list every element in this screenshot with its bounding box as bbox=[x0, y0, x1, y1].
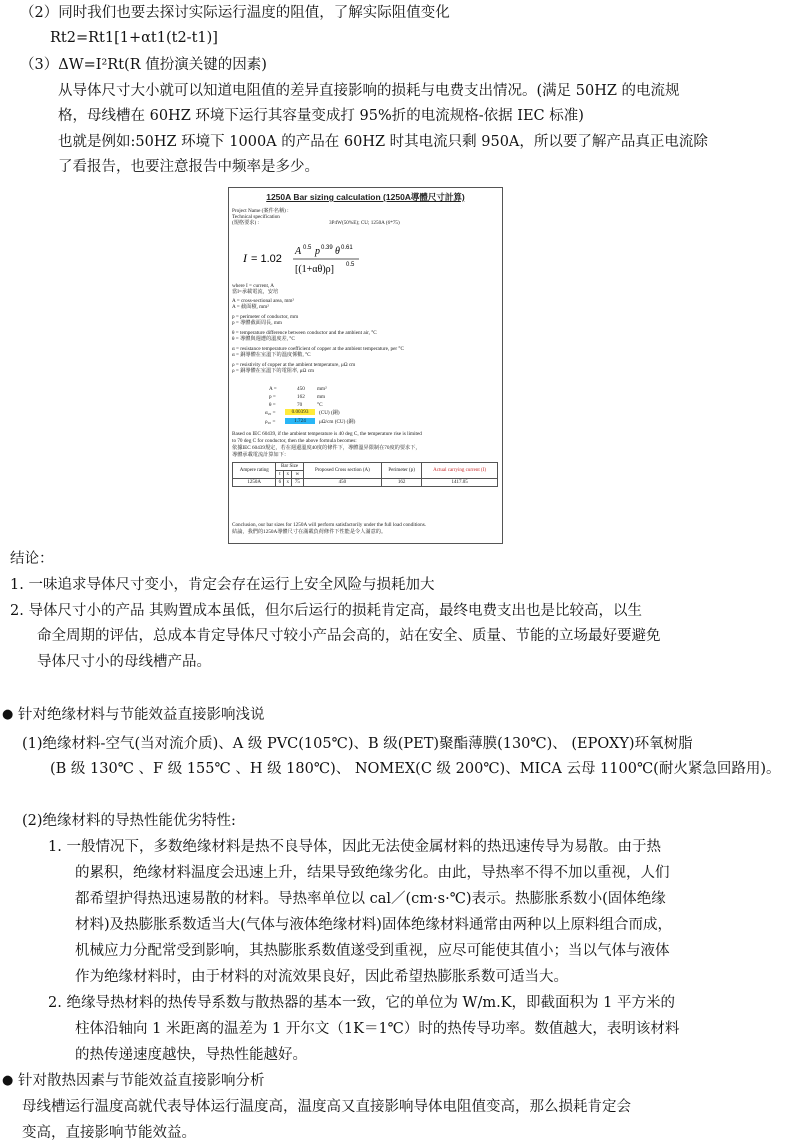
svg-text:0.61: 0.61 bbox=[341, 245, 353, 251]
based-on-line-4: 導體承載電流計算如下： bbox=[232, 452, 290, 458]
param-alpha-unit: (CU) (銅) bbox=[319, 410, 340, 416]
insulation-p2-item1-line-2: 的累积，绝缘材料温度会迅速上升，结果导致绝缘劣化。由此，导热率不得不加以重视，人们 bbox=[75, 865, 670, 881]
param-theta-unit: °C bbox=[317, 402, 323, 408]
param-rho-label: ρ₂₀ = bbox=[265, 419, 276, 425]
param-a-unit: mm² bbox=[317, 386, 327, 392]
cooling-line-1: 母线槽运行温度高就代表导体运行温度高，温度高又直接影响导体电阻值变高，那么损耗肯定会 bbox=[22, 1099, 631, 1115]
insulation-p2-item1-line-6: 作为绝缘材料时，由于材料的对流效果良好，因此希望热膨胀系数可适当大。 bbox=[75, 969, 568, 985]
table-header-row bbox=[233, 463, 498, 471]
param-p-unit: mm bbox=[317, 394, 326, 400]
table-row bbox=[233, 479, 498, 487]
area-definition: A = cross-sectional area, mm² bbox=[232, 298, 294, 304]
insulation-p2-item1-line-4: 材料)及热膨胀系数适当大(气体与液体绝缘材料)固体绝缘材料通常由两种以上原料组合而成， bbox=[75, 917, 672, 933]
perimeter-definition-cn: p = 導體截面周長, mm bbox=[232, 320, 282, 326]
conclusion-item-2-line-2: 命全周期的评估，总成本肯定导体尺寸较小产品会高的，站在安全、质量、节能的立场最好要避免 bbox=[37, 628, 661, 644]
header-t: t bbox=[276, 471, 284, 479]
header-perimeter: Perimeter (p) bbox=[382, 463, 422, 479]
figure-title: 1250A Bar sizing calculation (1250A導體尺寸計算) bbox=[266, 192, 465, 202]
insulation-p2-item1-line-1: 1. 一般情况下，多数绝缘材料是热不良导体，因此无法使金属材料的热迅速传导为易散。由于热 bbox=[48, 839, 661, 855]
svg-text:0.39: 0.39 bbox=[321, 245, 333, 251]
where-current-cn: 當I=承載電流，安培 bbox=[232, 289, 279, 295]
svg-text:[(1+αθ)ρ]: [(1+αθ)ρ] bbox=[295, 264, 334, 275]
insulation-p1-line-1: (1)绝缘材料-空气(当对流介质)、A 级 PVC(105℃)、B 级(PET)聚酯薄膜(130℃)、 (EPOXY)环氧树脂 bbox=[22, 736, 693, 752]
param-a-value: 450 bbox=[297, 386, 305, 392]
cell-perimeter: 162 bbox=[382, 479, 422, 487]
bullet-icon: ● bbox=[2, 1073, 14, 1088]
header-x: x bbox=[284, 471, 292, 479]
paragraph-2-line-1: 也就是例如:50HZ 环境下 1000A 的产品在 60HZ 时其电流只剩 950A，所以要了解产品真正电流除 bbox=[58, 134, 708, 150]
paragraph-2-line-2: 了看报告，也要注意报告中频率是多少。 bbox=[58, 159, 319, 175]
insulation-p2-item2-line-2: 柱体沿轴向 1 米距离的温差为 1 开尔文（1K＝1℃）时的热传导功率。数值越大，表明该材料 bbox=[75, 1021, 680, 1037]
conclusion-item-2-line-1: 2. 导体尺寸小的产品 其购置成本虽低，但尔后运行的损耗肯定高，最终电费支出也是比较高，以生 bbox=[10, 603, 643, 619]
conclusion-heading: 结论： bbox=[10, 551, 54, 567]
cell-x: x bbox=[284, 479, 292, 487]
tech-spec-label: Technical specification bbox=[232, 214, 280, 220]
based-on-line-2: to 70 deg C for conductor, then the above formula becomes: bbox=[232, 438, 357, 444]
svg-text:0.5: 0.5 bbox=[303, 245, 312, 251]
param-alpha-label: α₂₀ = bbox=[265, 410, 276, 416]
insulation-heading: 针对绝缘材料与节能效益直接影响浅说 bbox=[18, 707, 265, 723]
item-3-text: （3）ΔW=I²Rt(R 值扮演关键的因素) bbox=[20, 57, 267, 73]
alpha-definition-cn: α = 銅導體在室溫下的溫度係數, °C bbox=[232, 352, 311, 358]
theta-definition-cn: θ = 導體與週遭的溫度差, °C bbox=[232, 336, 295, 342]
where-current: where I = current, A bbox=[232, 283, 274, 289]
area-definition-cn: A = 截面積, mm² bbox=[232, 304, 269, 310]
cell-actual-current: 1417.05 bbox=[422, 479, 498, 487]
header-cross-section: Proposed Cross section (A) bbox=[303, 463, 381, 479]
svg-text:p: p bbox=[315, 246, 320, 257]
conclusion-item-2-line-3: 导体尺寸小的母线槽产品。 bbox=[37, 654, 211, 670]
perimeter-definition: p = perimeter of conductor, mm bbox=[232, 314, 299, 320]
insulation-p2-item2-line-1: 2. 绝缘导热材料的热传导系数与散热器的基本一致，它的单位为 W/m.K，即截面积为 1 平方米的 bbox=[48, 995, 675, 1011]
theta-definition: θ = temperature difference between conductor and the ambient air, °C bbox=[232, 330, 377, 336]
svg-text:θ: θ bbox=[335, 246, 340, 257]
param-rho-unit: μΩ/cm (CU) (銅) bbox=[319, 419, 356, 425]
bar-sizing-calculation-figure bbox=[228, 187, 503, 544]
formula-rt2: Rt2=Rt1[1+αt1(t2-t1)] bbox=[50, 30, 218, 46]
cell-w: 75 bbox=[292, 479, 304, 487]
insulation-p1-line-2: (B 级 130℃ 、F 级 155℃ 、H 级 180℃)、 NOMEX(C 级 200℃)、MICA 云母 1100℃(耐火紧急回路用)。 bbox=[50, 761, 781, 777]
param-p-label: p = bbox=[269, 394, 276, 400]
current-formula bbox=[243, 240, 403, 280]
conclusion-item-1: 1. 一味追求导体尺寸变小，肯定会存在运行上安全风险与损耗加大 bbox=[10, 577, 435, 593]
param-p-value: 162 bbox=[297, 394, 305, 400]
tech-spec-label-cn: (規格要求) : bbox=[232, 220, 259, 226]
header-ampere: Ampere rating bbox=[233, 463, 276, 479]
figure-conclusion-en: Conclusion, our bar sizes for 1250A will perform satisfactorily under the full load conditions. bbox=[232, 522, 427, 528]
based-on-line-3: 依據IEC 60439規定，若在週邊溫度40度的條件下，導體溫昇限制在70度的要求下， bbox=[232, 445, 421, 451]
param-theta-label: θ = bbox=[269, 402, 276, 408]
svg-text:= 1.02: = 1.02 bbox=[251, 253, 282, 265]
alpha-definition: α = resistance temperature coefficient of copper at the ambient temperature, per °C bbox=[232, 346, 404, 352]
rho-definition: ρ = resistivity of copper at the ambient temperature, μΩ cm bbox=[232, 362, 356, 368]
svg-text:0.5: 0.5 bbox=[346, 262, 355, 268]
header-actual-current: Actual carrying current (I) bbox=[422, 463, 498, 479]
param-rho-value: 1.724 bbox=[285, 418, 315, 424]
insulation-p2-item2-line-3: 的热传递速度越快，导热性能越好。 bbox=[75, 1047, 307, 1063]
paragraph-1-line-2: 格，母线槽在 60HZ 环境下运行其容量变成打 95%折的电流规格-依据 IEC 标准) bbox=[58, 108, 584, 124]
cell-cross-section: 450 bbox=[303, 479, 381, 487]
header-bar-size: Bar Size bbox=[276, 463, 303, 471]
insulation-p2-heading: (2)绝缘材料的导热性能优劣特性: bbox=[22, 813, 236, 829]
param-theta-value: 70 bbox=[297, 402, 303, 408]
svg-text:A: A bbox=[295, 246, 302, 257]
cell-t: 6 bbox=[276, 479, 284, 487]
param-alpha-value: 0.00393 bbox=[285, 409, 315, 415]
insulation-p2-item1-line-3: 都希望护得热迅速易散的材料。导热率单位以 cal／(cm·s·℃)表示。热膨胀系数小(固体绝缘 bbox=[75, 891, 666, 907]
project-name-label: Project Name (案件名稱) : bbox=[232, 208, 289, 214]
item-2-text: （2）同时我们也要去探讨实际运行温度的阻值，了解实际阻值变化 bbox=[20, 5, 450, 21]
bullet-icon: ● bbox=[2, 707, 14, 722]
figure-conclusion-cn: 結論，我們的1250A導體尺寸在滿載負荷條件下性能是令人滿意的。 bbox=[232, 529, 387, 535]
param-a-label: A = bbox=[269, 386, 277, 392]
svg-text:I: I bbox=[243, 251, 247, 265]
cooling-heading: 针对散热因素与节能效益直接影响分析 bbox=[18, 1073, 265, 1089]
ampere-table bbox=[232, 462, 498, 487]
insulation-p2-item1-line-5: 机械应力分配常受到影响，其热膨胀系数值遂受到重视，应尽可能使其值小；当以气体与液体 bbox=[75, 943, 670, 959]
rho-definition-cn: ρ = 銅導體在室溫下的電阻率, μΩ cm bbox=[232, 368, 315, 374]
header-w: w bbox=[292, 471, 304, 479]
paragraph-1-line-1: 从导体尺寸大小就可以知道电阻值的差异直接影响的损耗与电费支出情况。(满足 50HZ 的电流规 bbox=[58, 83, 680, 99]
based-on-line-1: Based on IEC 60439, if the ambient temperature is 40 deg C, the temperature rise is limited bbox=[232, 431, 422, 437]
tech-spec-value: 3P4W(50%E); CU; 1250A (6*75) bbox=[329, 220, 400, 226]
cooling-line-2: 变高，直接影响节能效益。 bbox=[22, 1125, 196, 1141]
cell-ampere: 1250A bbox=[233, 479, 276, 487]
